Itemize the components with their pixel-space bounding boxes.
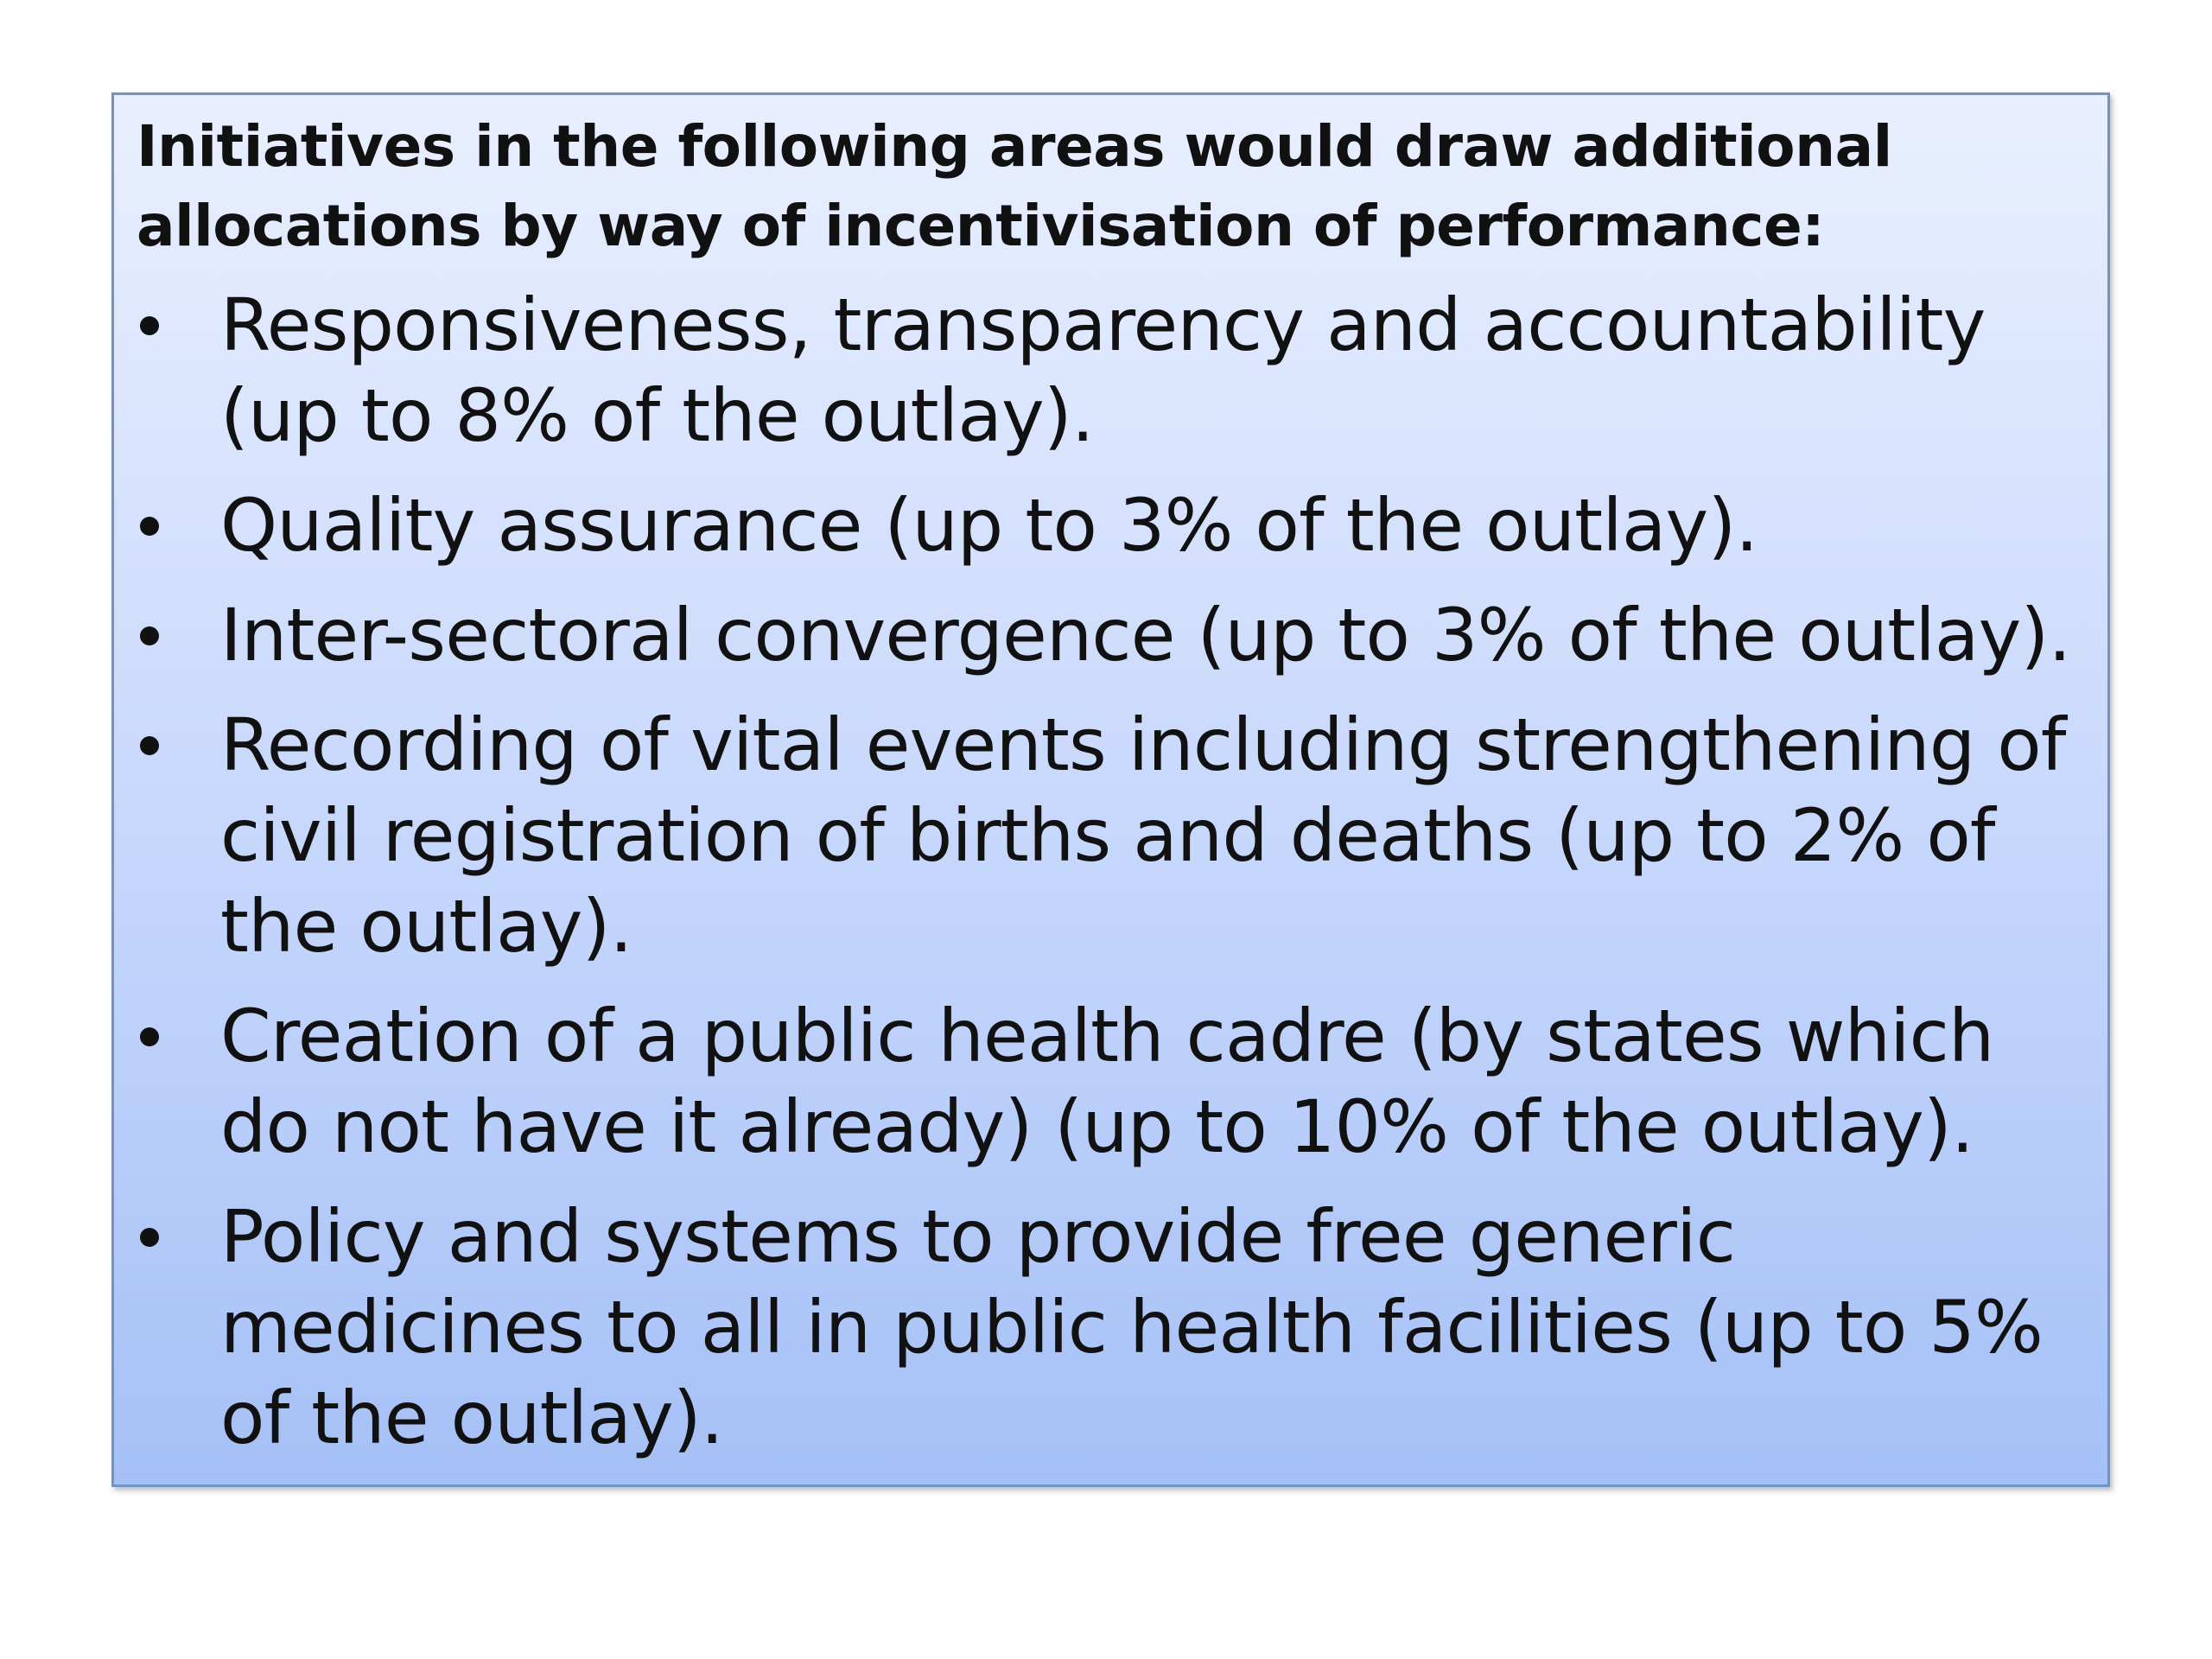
list-item-text: Responsiveness, transparency and accountability (up to 8% of the outlay).: [220, 283, 1986, 458]
list-item: [137, 700, 2098, 972]
list-item: [137, 480, 2098, 571]
bullet-icon: [140, 316, 159, 335]
list-item: [137, 590, 2098, 681]
bullet-icon: [140, 1228, 159, 1247]
list-item: [137, 991, 2098, 1173]
list-item-text: Creation of a public health cadre (by states which do not have it already) (up to 10% of the outlay).: [220, 994, 1994, 1169]
content-box: [111, 92, 2110, 1487]
intro-heading: Initiatives in the following areas would draw additional allocations by way of incentivisation of performance:: [137, 113, 1892, 259]
list-item: [137, 280, 2098, 461]
list-item: [137, 1192, 2098, 1464]
bullet-icon: [140, 626, 159, 645]
bullet-icon: [140, 517, 159, 536]
bullet-list: [137, 280, 2098, 1483]
bullet-icon: [140, 736, 159, 755]
list-item-text: Quality assurance (up to 3% of the outlay).: [220, 483, 1758, 568]
bullet-icon: [140, 1027, 159, 1046]
list-item-text: Policy and systems to provide free generic medicines to all in public health facilities (up to 5% of the outlay).: [220, 1194, 2044, 1460]
list-item-text: Recording of vital events including strengthening of civil registration of births and deaths (up to 2% of the outlay).: [220, 702, 2066, 969]
list-item-text: Inter-sectoral convergence (up to 3% of the outlay).: [220, 593, 2071, 677]
